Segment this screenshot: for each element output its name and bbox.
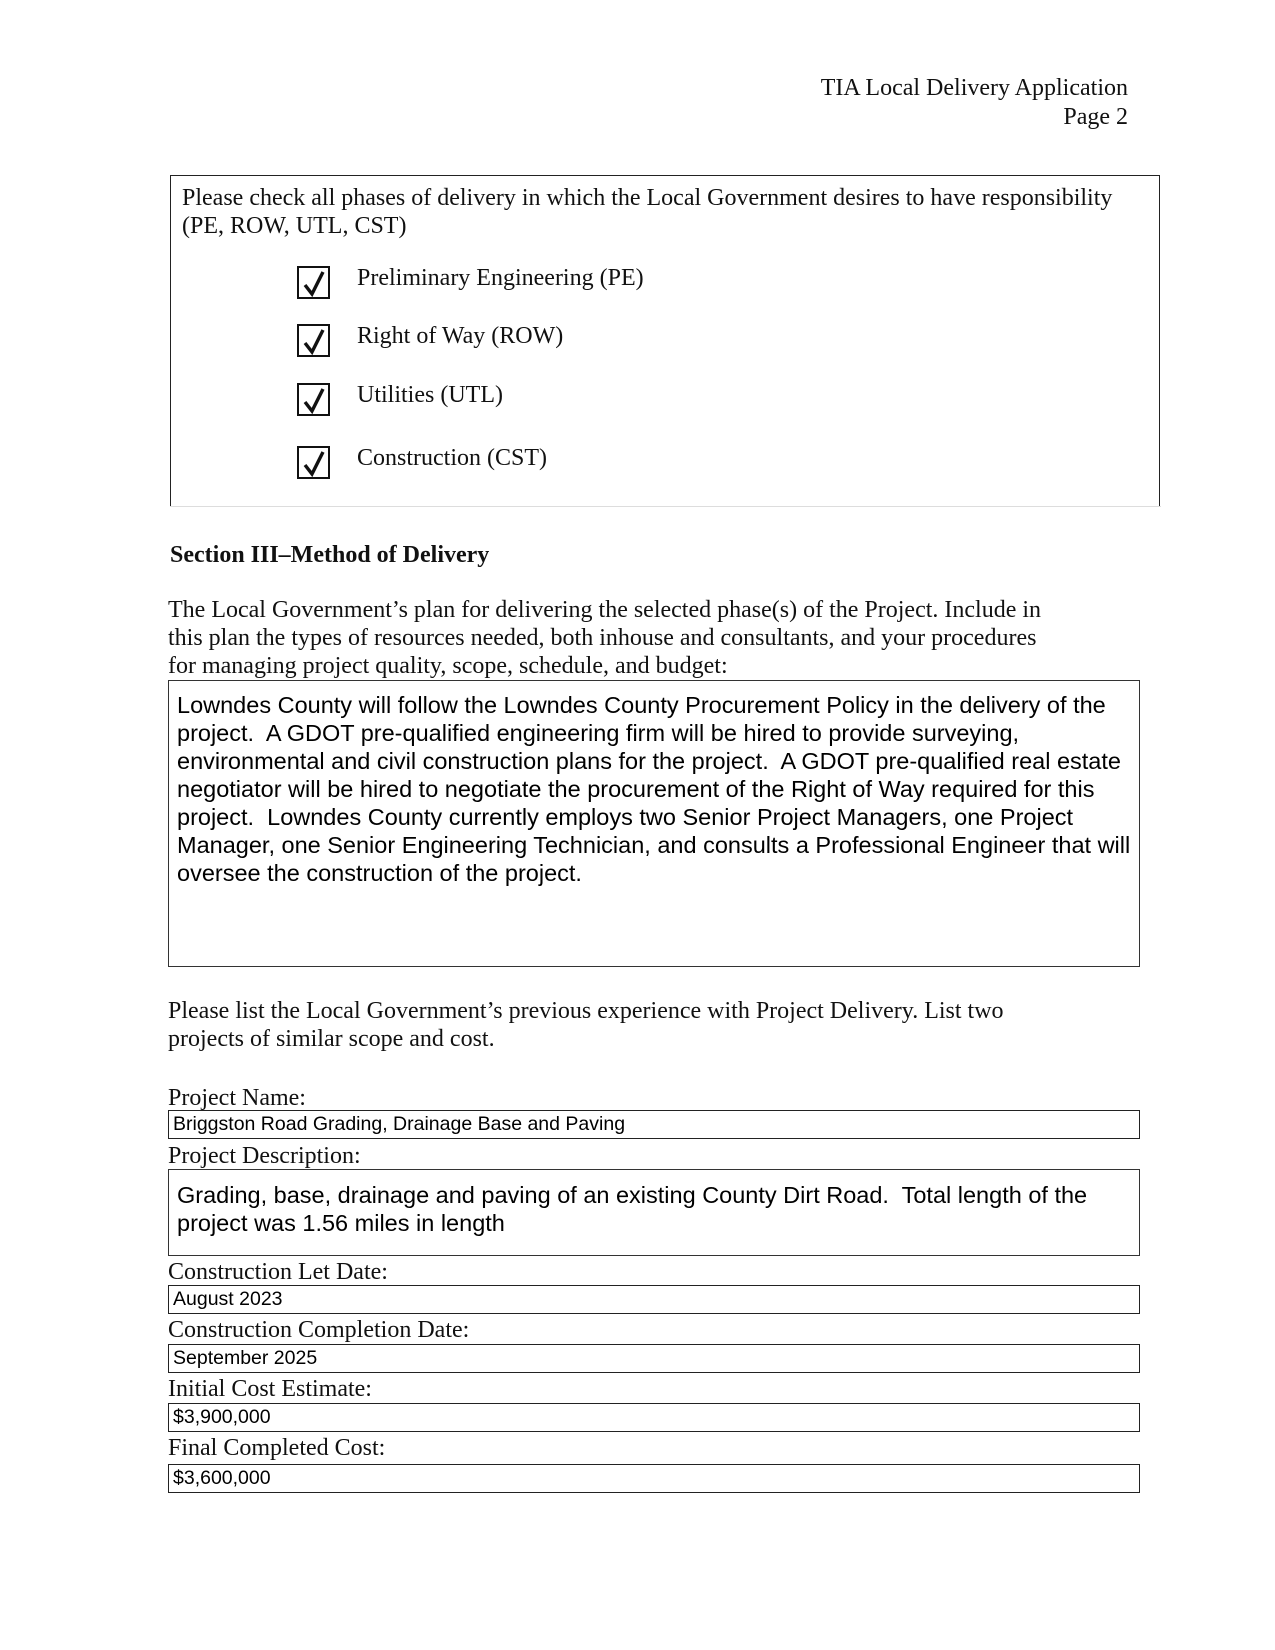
phase-label: Construction (CST) xyxy=(357,445,547,471)
project-name-field[interactable]: Briggston Road Grading, Drainage Base and Paving xyxy=(168,1110,1140,1139)
final-cost-field[interactable]: $3,600,000 xyxy=(168,1464,1140,1493)
checkbox-cst[interactable] xyxy=(297,446,330,479)
phase-label: Preliminary Engineering (PE) xyxy=(357,265,644,291)
plan-response-field[interactable]: Lowndes County will follow the Lowndes County Procurement Policy in the delivery of the project. A GDOT pre-qualified engineering firm will be hired to provide surveying, environmental and civil construction plans for the project. A GDOT pre-qualified real estate negotiator will be hired to negotiate the procurement of the Right of Way required for this project. Lowndes County currently employs two Senior Project Managers, one Project Manager, one Senior Engineering Technician, and consults a Professional Engineer that will oversee the construction of the project. xyxy=(168,680,1140,967)
phases-instruction: Please check all phases of delivery in which the Local Government desires to have responsibility (PE, ROW, UTL, CST) xyxy=(182,185,1113,239)
checkmark-icon xyxy=(301,386,327,414)
phase-label: Right of Way (ROW) xyxy=(357,323,564,349)
checkmark-icon xyxy=(301,449,327,477)
document-title: TIA Local Delivery Application xyxy=(820,75,1128,101)
phase-label: Utilities (UTL) xyxy=(357,382,503,408)
plan-prompt: The Local Government’s plan for delivering the selected phase(s) of the Project. Include in this plan the types of resources needed, both inhouse and consultants, and your procedures for managing project quality, scope, schedule, and budget: xyxy=(168,597,1042,679)
page-header xyxy=(821,74,1128,132)
phase-row xyxy=(297,320,563,360)
phase-cst xyxy=(297,442,547,482)
experience-prompt: Please list the Local Government’s previous experience with Project Delivery. List two projects of similar scope and cost. xyxy=(168,998,1004,1052)
let-date-field[interactable]: August 2023 xyxy=(168,1285,1140,1314)
phase-utl xyxy=(297,379,503,419)
initial-cost-field[interactable]: $3,900,000 xyxy=(168,1403,1140,1432)
project-description-label: Project Description: xyxy=(168,1143,361,1169)
checkbox-pe[interactable] xyxy=(297,266,330,299)
checkmark-icon xyxy=(301,327,327,355)
completion-date-label: Construction Completion Date: xyxy=(168,1317,470,1343)
project-name-label: Project Name: xyxy=(168,1085,306,1111)
checkbox-utl[interactable] xyxy=(297,383,330,416)
phases-box xyxy=(170,175,1160,507)
checkmark-icon xyxy=(301,269,327,297)
completion-date-field[interactable]: September 2025 xyxy=(168,1344,1140,1373)
page-number: Page 2 xyxy=(1063,104,1128,130)
section-title: Section III–Method of Delivery xyxy=(170,542,490,568)
initial-cost-label: Initial Cost Estimate: xyxy=(168,1376,372,1402)
final-cost-label: Final Completed Cost: xyxy=(168,1435,386,1461)
phase-pe xyxy=(297,262,644,302)
let-date-label: Construction Let Date: xyxy=(168,1259,388,1285)
checkbox-row[interactable] xyxy=(297,324,330,357)
project-description-field[interactable]: Grading, base, drainage and paving of an existing County Dirt Road. Total length of the project was 1.56 miles in length xyxy=(168,1169,1140,1256)
